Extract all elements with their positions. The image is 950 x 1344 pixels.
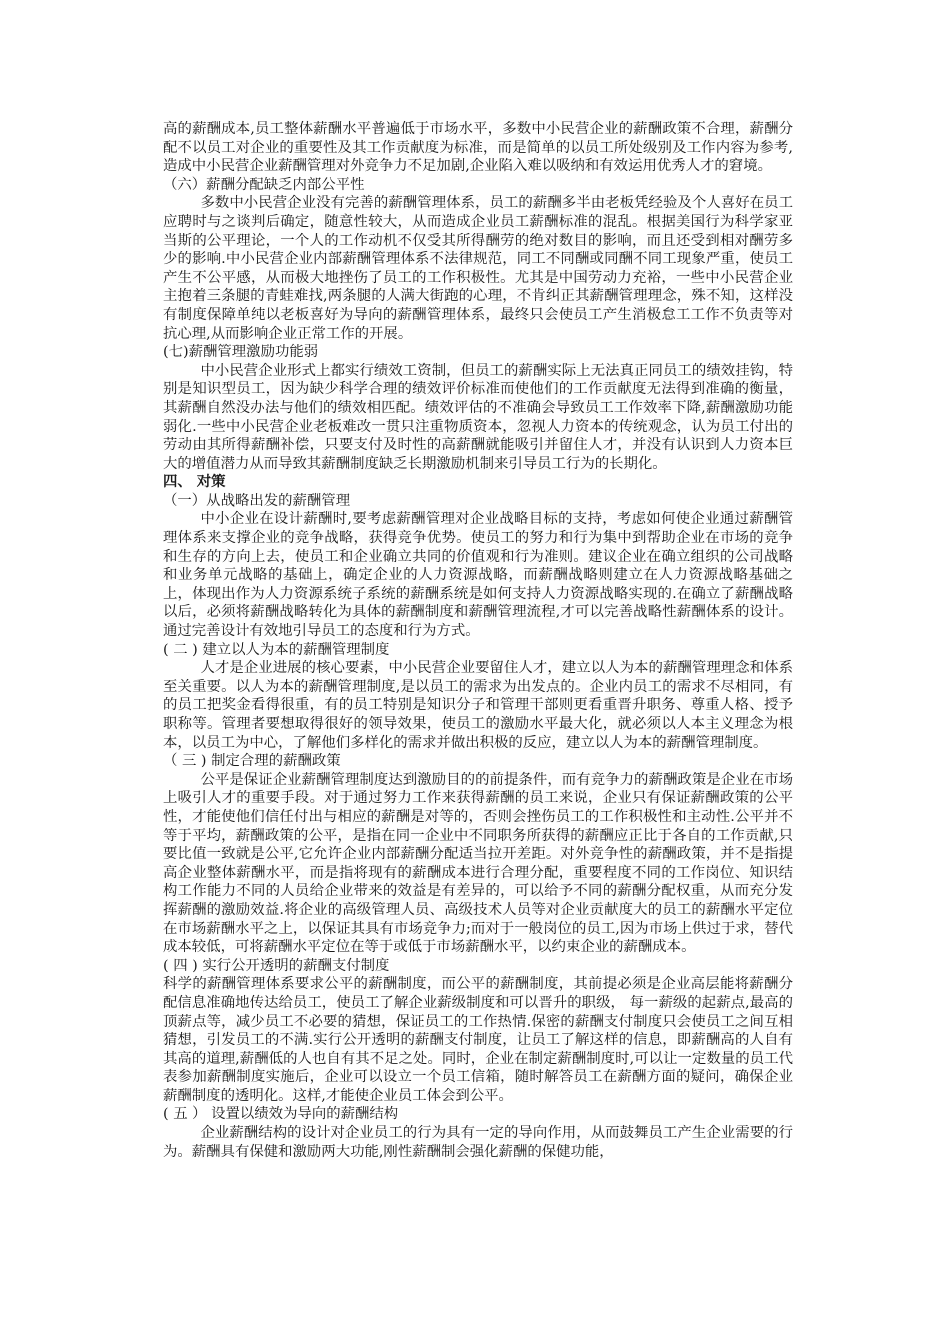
paragraph-6: 多数中小民营企业没有完善的薪酬管理体系，员工的薪酬多半由老板凭经验及个人喜好在员工应聘时与之谈判后确定，随意性较大，从而造成企业员工薪酬标准的混乱。根据美国行为科学家亚当斯的公平理论，一个人的工作动机不仅受其所得酬劳的绝对数目的影响，而且还受到相对酬劳多少的影响.中小民营企业内部薪酬管理体系不法律规范，同工不同酬或同酬不同工现象严重，使员工产生不公平感，从而极大地挫伤了员工的工作积极性。尤其是中国劳动力充裕，一些中小民营企业主抱着三条腿的青蛙难找,两条腿的人满大街跑的心理，不肯纠正其薪酬管理理念，殊不知，这样没有制度保障单纯以老板喜好为导向的薪酬管理体系，最终只会使员工产生消极怠工工作不负责等对抗心理,从而影响企业正常工作的开展。 bbox=[163, 195, 793, 342]
document-body bbox=[163, 120, 793, 1161]
paragraph-4-3: 公平是保证企业薪酬管理制度达到激励目的的前提条件，而有竞争力的薪酬政策是企业在市场上吸引人才的重要手段。对于通过努力工作来获得薪酬的员工来说，企业只有保证薪酬政策的公平性，才能使他们信任付出与相应的薪酬是对等的，否则会挫伤员工的工作积极性和主动性.公平并不等于平均，薪酬政策的公平，是指在同一企业中不同职务所获得的薪酬应正比于各自的工作贡献,只要比值一致就是公平,它允许企业内部薪酬分配适当拉开差距。对外竞争性的薪酬政策，并不是指提高企业整体薪酬水平，而是指将现有的薪酬成本进行合理分配，重要程度不同的工作岗位、知识结构工作能力不同的人员给企业带来的效益是有差异的，可以给予不同的薪酬分配权重，从而充分发挥薪酬的激励效益.将企业的高级管理人员、高级技术人员等对企业贡献度大的员工的薪酬水平定位在市场薪酬水平之上，以保证其具有市场竞争力;而对于一般岗位的员工,因为市场上供过于求，替代成本较低，可将薪酬水平定位在等于或低于市场薪酬水平，以约束企业的薪酬成本。 bbox=[163, 771, 793, 956]
subheading-4-5: ( 五 ） 设置以绩效为导向的薪酬结构 bbox=[163, 1106, 399, 1123]
paragraph-intro: 高的薪酬成本,员工整体薪酬水平普遍低于市场水平，多数中小民营企业的薪酬政策不合理，薪酬分配不以员工对企业的重要性及其工作贡献度为标准，而是简单的以员工所处级别及工作内容为参考,造成中小民营企业薪酬管理对外竞争力不足加剧,企业陷入难以吸纳和有效运用优秀人才的窘境。 bbox=[163, 121, 793, 175]
paragraph-4-1: 中小企业在设计薪酬时,要考虑薪酬管理对企业战略目标的支持，考虑如何使企业通过薪酬管理体系来支撑企业的竞争战略，获得竞争优势。使员工的努力和行为集中到帮助企业在市场的竞争和生存的方向上去，使员工和企业确立共同的价值观和行为准则。建议企业在确立组织的公司战略和业务单元战略的基础上，确定企业的人力资源战略，而薪酬战略则建立在人力资源战略基础之上，体现出作为人力资源系统子系统的薪酬系统是如何支持人力资源战略实现的.在确立了薪酬战略以后，必须将薪酬战略转化为具体的薪酬制度和薪酬管理流程,才可以完善战略性薪酬体系的设计。通过完善设计有效地引导员工的态度和行为方式。 bbox=[163, 511, 793, 640]
subheading-4-2: ( 二 ) 建立以人为本的薪酬管理制度 bbox=[163, 641, 390, 658]
paragraph-4-2: 人才是企业进展的核心要素，中小民营企业要留住人才，建立以人为本的薪酬管理理念和体系至关重要。以人为本的薪酬管理制度,是以员工的需求为出发点的。企业内员工的需求不尽相同，有的员工把奖金看得很重，有的员工特别是知识分子和管理干部则更看重晋升职务、尊重人格、授予职称等。管理者要想取得很好的领导效果，使员工的激励水平最大化，就必须以人本主义理念为根本，以员工为中心，了解他们多样化的需求并做出积极的反应，建立以人为本的薪酬管理制度。 bbox=[163, 660, 793, 751]
paragraph-7: 中小民营企业形式上都实行绩效工资制，但员工的薪酬实际上无法真正同员工的绩效挂钩，特别是知识型员工，因为缺少科学合理的绩效评价标准而使他们的工作贡献度无法得到准确的衡量，其薪酬自然没办法与他们的绩效相匹配。绩效评估的不准确会导致员工工作效率下降,薪酬激励功能弱化.一些中小民营企业老板难改一贯只注重物质资本，忽视人力资本的传统观念，认为员工付出的劳动由其所得薪酬补偿，只要支付及时性的高薪酬就能吸引并留住人才，并没有认识到人力资本巨大的增值潜力从而导致其薪酬制度缺乏长期激励机制来引导员工行为的长期化。 bbox=[163, 362, 793, 472]
paragraph-4-5: 企业薪酬结构的设计对企业员工的行为具有一定的导向作用，从而鼓舞员工产生企业需要的行为。薪酬具有保健和激励两大功能,刚性薪酬制会强化薪酬的保健功能， bbox=[163, 1125, 793, 1160]
paragraph-4-4: 科学的薪酬管理体系要求公平的薪酬制度，而公平的薪酬制度，其前提必须是企业高层能将薪酬分配信息准确地传达给员工，使员工了解企业薪级制度和可以晋升的职级， 每一薪级的起薪点,最高的顶薪点等，减少员工不必要的猜想，保证员工的工作热情.保密的薪酬支付制度只会使员工之间互相猜想，引发员工的不满.实行公开透明的薪酬支付制度，让员工了解这样的信息，即薪酬高的人自有其高的道理,薪酬低的人也自有其不足之处。同时，企业在制定薪酬制度时,可以让一定数量的员工代表参加薪酬制度实施后，企业可以设立一个员工信箱，随时解答员工在薪酬方面的疑问，确保企业薪酬制度的透明化。这样,才能使企业员工体会到公平。 bbox=[163, 976, 793, 1104]
subheading-6: （六）薪酬分配缺乏内部公平性 bbox=[163, 176, 365, 193]
subheading-4-1: （一）从战略出发的薪酬管理 bbox=[163, 492, 351, 509]
section-heading-4: 四、 对策 bbox=[163, 474, 226, 491]
subheading-7: (七)薪酬管理激励功能弱 bbox=[163, 344, 319, 361]
subheading-4-4: ( 四 ) 实行公开透明的薪酬支付制度 bbox=[163, 957, 390, 974]
subheading-4-3: （ 三 ) 制定合理的薪酬政策 bbox=[163, 753, 341, 770]
